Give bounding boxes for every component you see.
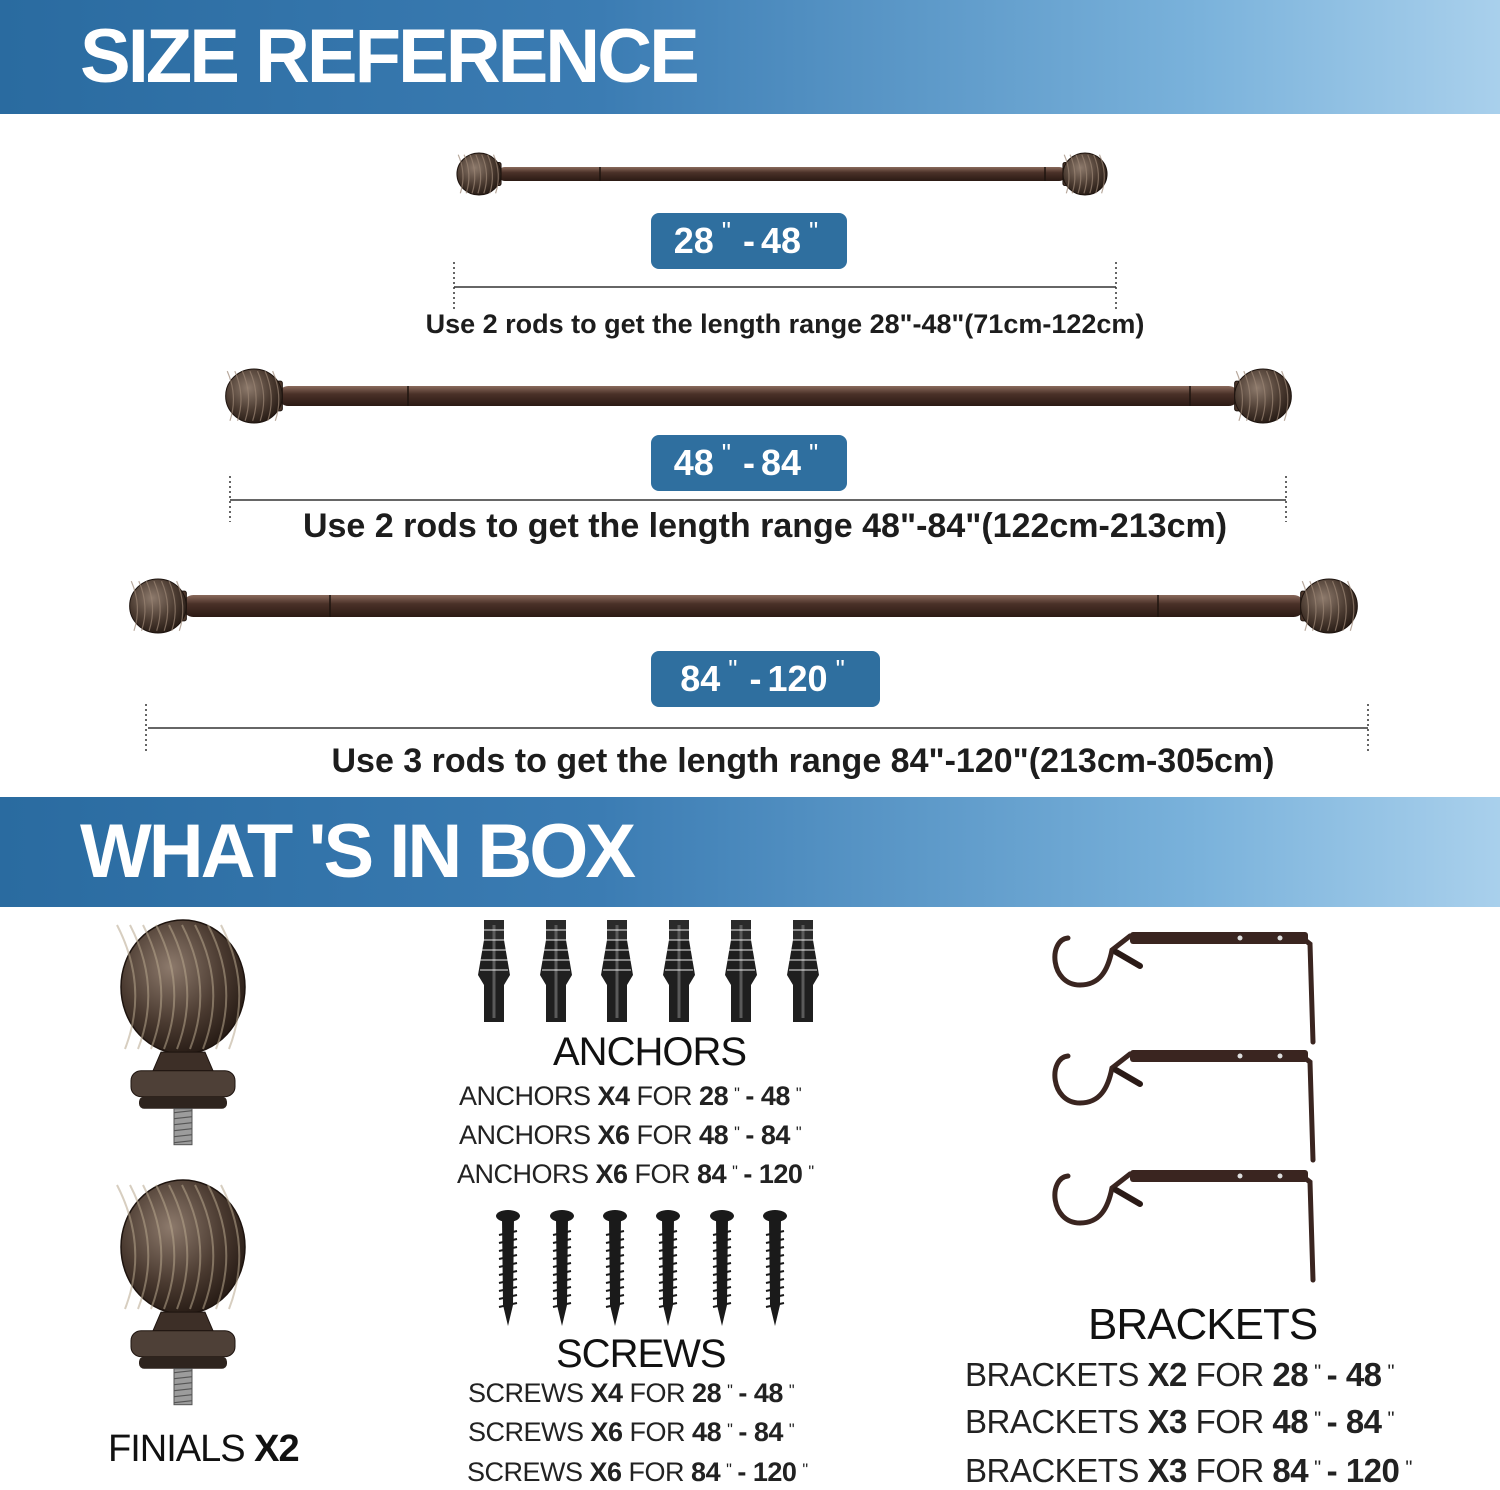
line-item: ANCHORS xyxy=(459,1081,598,1111)
bracket-2 xyxy=(1055,1050,1313,1160)
line-qty: X6 xyxy=(590,1417,623,1447)
line-qty: X4 xyxy=(590,1378,623,1408)
line-for: FOR xyxy=(1186,1356,1273,1393)
line-qty: X3 xyxy=(1147,1452,1187,1489)
anchors-title: ANCHORS xyxy=(553,1030,747,1074)
quote-mark: " xyxy=(1314,1361,1321,1384)
line-to: - 84 xyxy=(1326,1403,1382,1440)
anchors-line xyxy=(459,1120,807,1151)
quote-mark: " xyxy=(808,1162,814,1181)
whats-in-box-heading: WHAT 'S IN BOX xyxy=(80,809,634,894)
quote-mark: " xyxy=(1405,1457,1412,1480)
brackets-line xyxy=(965,1452,1418,1490)
size-pill-28-48: 28 " - 48 " xyxy=(651,213,847,269)
screw-2 xyxy=(550,1210,574,1326)
line-for: FOR xyxy=(622,1417,693,1447)
anchors-line xyxy=(457,1159,820,1190)
line-for: FOR xyxy=(1186,1403,1273,1440)
line-to: - 120 xyxy=(1326,1452,1400,1489)
line-from: 84 xyxy=(697,1159,727,1189)
anchor-4 xyxy=(663,920,695,1022)
quote-mark: " xyxy=(734,1084,740,1103)
quote-mark: " xyxy=(726,1460,732,1479)
size-pill-48-84: 48 " - 84 " xyxy=(651,435,847,491)
screws-title: SCREWS xyxy=(556,1332,726,1376)
rod-short xyxy=(457,153,1107,195)
line-qty: X3 xyxy=(1147,1403,1187,1440)
brackets-title: BRACKETS xyxy=(1088,1300,1318,1349)
line-from: 84 xyxy=(691,1457,721,1487)
line-qty: X4 xyxy=(597,1081,630,1111)
quote-mark: " xyxy=(1314,1408,1321,1431)
line-for: FOR xyxy=(629,1081,700,1111)
quote-mark: " xyxy=(795,1123,802,1142)
quote-mark: " xyxy=(732,1162,738,1181)
line-from: 28 xyxy=(1272,1356,1309,1393)
rod-long xyxy=(130,579,1358,633)
line-qty: X6 xyxy=(595,1159,628,1189)
quote-mark: " xyxy=(802,1460,808,1479)
line-item: SCREWS xyxy=(467,1457,590,1487)
rod-note-28-48: Use 2 rods to get the length range 28"-48"(71cm-122cm) xyxy=(425,309,1145,339)
quote-mark: " xyxy=(727,1381,733,1400)
line-for: FOR xyxy=(1186,1452,1273,1489)
quote-mark: " xyxy=(734,1123,740,1142)
line-qty: X6 xyxy=(597,1120,630,1150)
quote-mark: " xyxy=(1314,1457,1321,1480)
line-qty: X2 xyxy=(1147,1356,1187,1393)
bracket-1 xyxy=(1055,932,1313,1042)
screw-3 xyxy=(603,1210,627,1326)
finial-1 xyxy=(117,920,245,1145)
line-to: - 48 xyxy=(1326,1356,1382,1393)
line-to: - 120 xyxy=(743,1159,803,1189)
line-item: BRACKETS xyxy=(965,1403,1148,1440)
screw-1 xyxy=(496,1210,520,1326)
whats-in-box-banner xyxy=(0,797,1500,907)
line-for: FOR xyxy=(621,1457,692,1487)
line-from: 48 xyxy=(1272,1403,1309,1440)
anchor-2 xyxy=(540,920,572,1022)
anchor-1 xyxy=(478,920,510,1022)
line-item: SCREWS xyxy=(468,1417,591,1447)
line-for: FOR xyxy=(622,1378,693,1408)
rod-note-48-84: Use 2 rods to get the length range 48"-84"(122cm-213cm) xyxy=(302,507,1228,545)
line-item: ANCHORS xyxy=(457,1159,596,1189)
line-for: FOR xyxy=(629,1120,700,1150)
line-item: SCREWS xyxy=(468,1378,591,1408)
finials-caption: FINIALS X2 xyxy=(108,1428,299,1470)
line-from: 28 xyxy=(699,1081,729,1111)
screw-6 xyxy=(763,1210,787,1326)
quote-mark: " xyxy=(1387,1408,1395,1431)
line-from: 48 xyxy=(692,1417,722,1447)
brackets-line xyxy=(965,1403,1400,1441)
rod-note-84-120: Use 3 rods to get the length range 84"-120"(213cm-305cm) xyxy=(331,742,1275,780)
line-from: 84 xyxy=(1272,1452,1309,1489)
line-item: ANCHORS xyxy=(459,1120,598,1150)
line-qty: X6 xyxy=(589,1457,622,1487)
rod-medium xyxy=(226,369,1292,423)
finial-2 xyxy=(117,1180,245,1405)
screw-5 xyxy=(710,1210,734,1326)
line-item: BRACKETS xyxy=(965,1452,1148,1489)
line-to: - 48 xyxy=(745,1081,790,1111)
quote-mark: " xyxy=(788,1381,795,1400)
screws-line xyxy=(468,1378,800,1409)
brackets-line xyxy=(965,1356,1400,1394)
line-from: 28 xyxy=(692,1378,722,1408)
quote-mark: " xyxy=(1387,1361,1395,1384)
quote-mark: " xyxy=(788,1420,795,1439)
line-to: - 48 xyxy=(738,1378,783,1408)
size-pill-84-120: 84 " - 120 " xyxy=(651,651,880,707)
quote-mark: " xyxy=(727,1420,733,1439)
bracket-3 xyxy=(1055,1170,1313,1280)
screws-line xyxy=(467,1457,814,1488)
line-for: FOR xyxy=(627,1159,698,1189)
quote-mark: " xyxy=(795,1084,802,1103)
size-reference-heading: SIZE REFERENCE xyxy=(80,14,697,99)
anchor-3 xyxy=(601,920,633,1022)
anchor-5 xyxy=(725,920,757,1022)
line-from: 48 xyxy=(699,1120,729,1150)
line-to: - 120 xyxy=(737,1457,797,1487)
screw-4 xyxy=(656,1210,680,1326)
line-to: - 84 xyxy=(745,1120,790,1150)
screws-line xyxy=(468,1417,800,1448)
line-to: - 84 xyxy=(738,1417,783,1447)
anchors-line xyxy=(459,1081,807,1112)
line-item: BRACKETS xyxy=(965,1356,1148,1393)
anchor-6 xyxy=(787,920,819,1022)
